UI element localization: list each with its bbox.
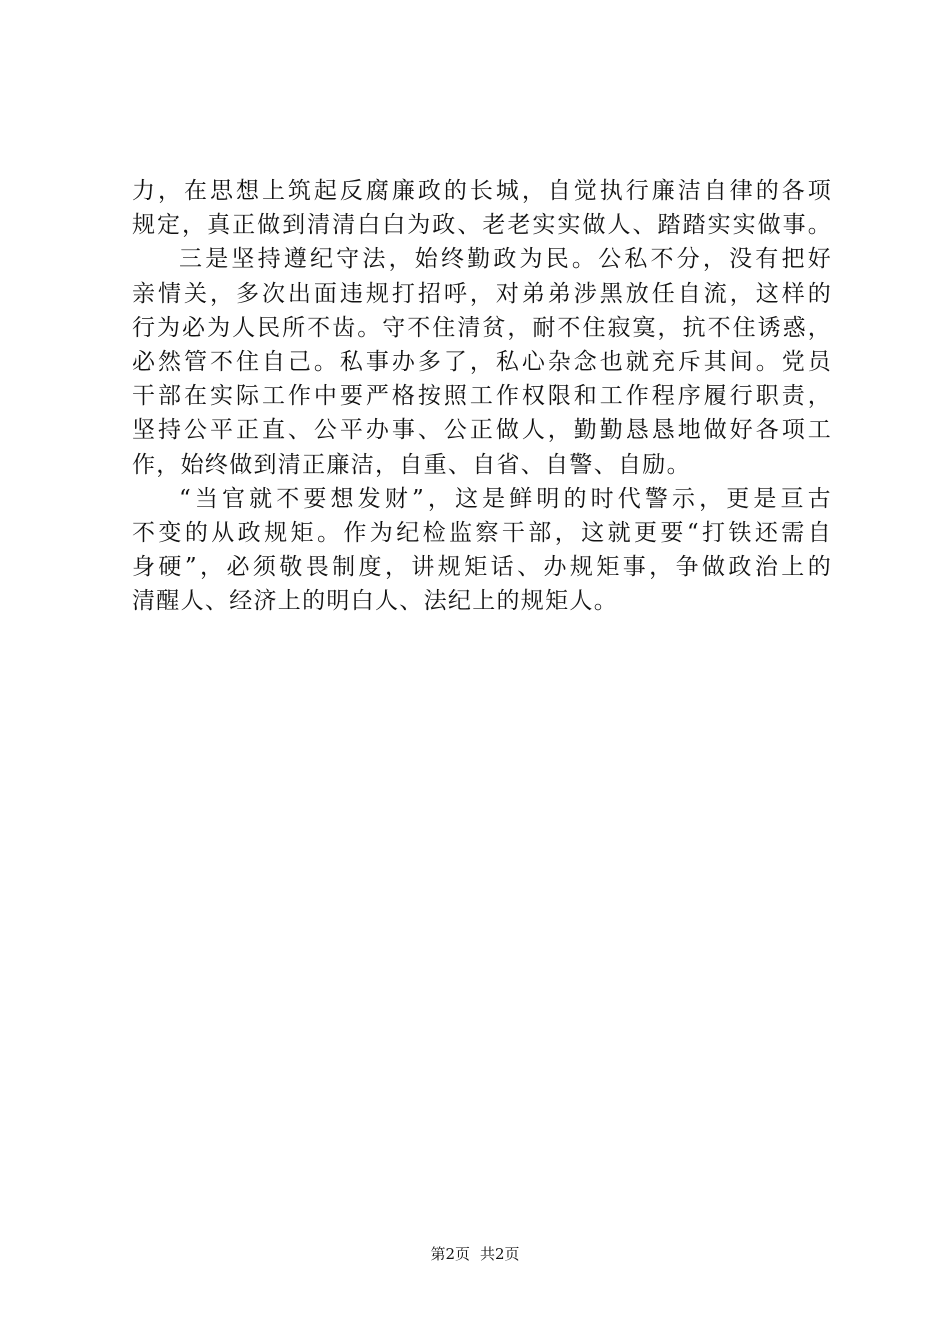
text-line: 行为必为人民所不齿。守不住清贫，耐不住寂寞，抗不住诱惑， (132, 314, 832, 341)
text-line: 坚持公平正直、公平办事、公正做人，勤勤恳恳地做好各项工 (132, 417, 832, 444)
page-number: 第2页 (430, 1245, 470, 1263)
paragraph-start-line: “当官就不要想发财”，这是鲜明的时代警示，更是亘古 (179, 485, 832, 512)
text-line: 力，在思想上筑起反腐廉政的长城，自觉执行廉洁自律的各项 (132, 178, 832, 204)
text-line: 身硬”，必须敬畏制度，讲规矩话、办规矩事，争做政治上的 (132, 554, 832, 581)
body-text (132, 174, 832, 618)
text-line: 干部在实际工作中要严格按照工作权限和工作程序履行职责， (132, 383, 832, 410)
text-line: 亲情关，多次出面违规打招呼，对弟弟涉黑放任自流，这样的 (132, 280, 832, 307)
paragraph-start-line: 三是坚持遵纪守法，始终勤政为民。公私不分，没有把好 (179, 246, 832, 273)
text-line: 不变的从政规矩。作为纪检监察干部，这就更要“打铁还需自 (132, 519, 832, 546)
text-line: 必然管不住自己。私事办多了，私心杂念也就充斥其间。党员 (132, 348, 832, 375)
text-line: 规定，真正做到清清白白为政、老老实实做人、踏踏实实做事。 (132, 212, 832, 239)
text-line: 清醒人、经济上的明白人、法纪上的规矩人。 (132, 588, 618, 615)
page-total: 共2页 (480, 1245, 520, 1263)
text-line: 作，始终做到清正廉洁，自重、自省、自警、自励。 (132, 451, 691, 478)
page-footer (0, 1244, 950, 1264)
